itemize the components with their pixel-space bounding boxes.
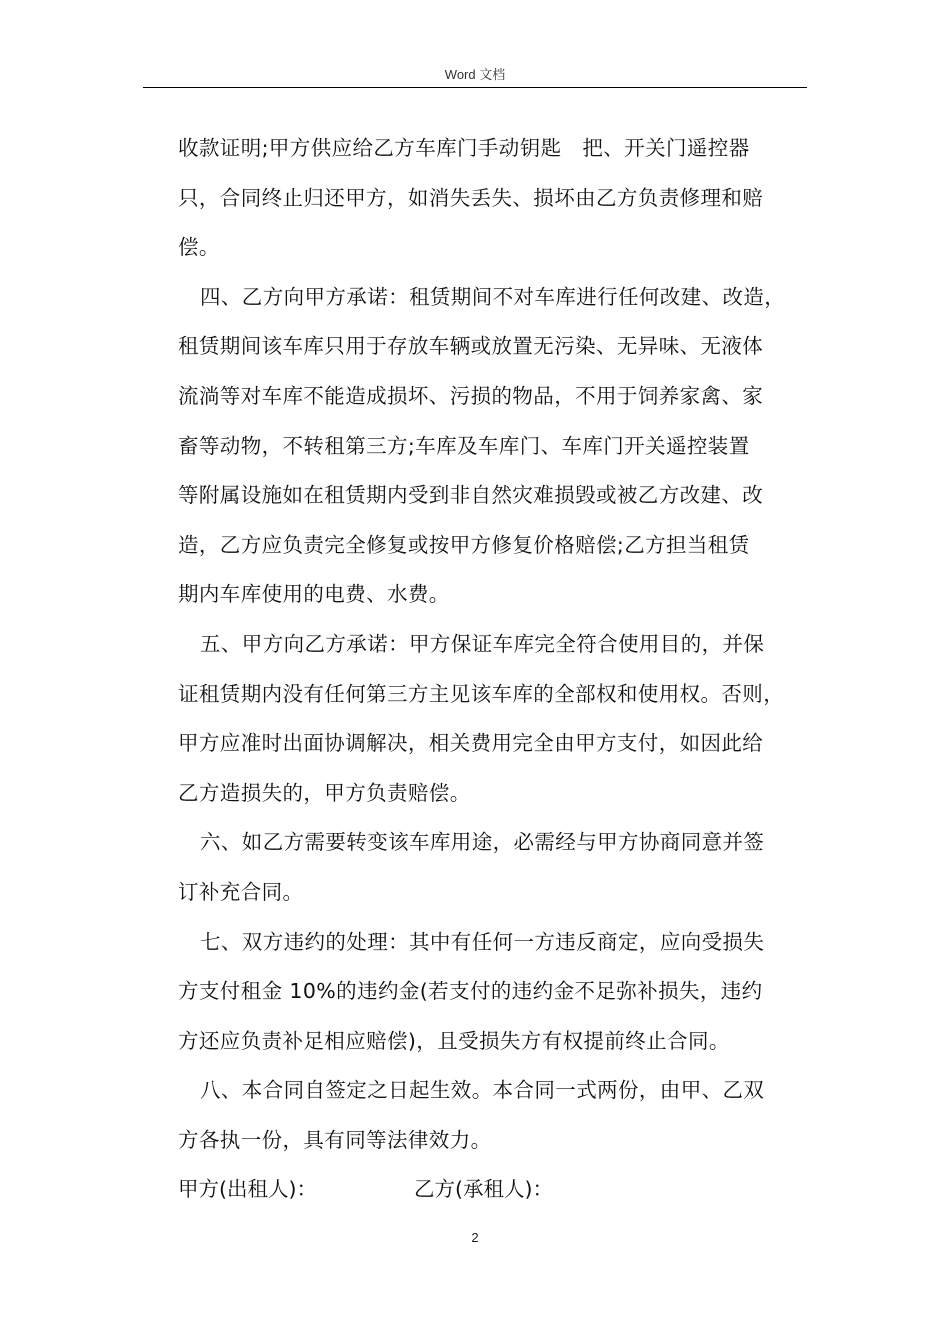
body-line: 畜等动物，不转租第三方;车库及车库门、车库门开关遥控装置	[178, 433, 750, 458]
clause-4-start: 四、乙方向甲方承诺：租赁期间不对车库进行任何改建、改造，	[200, 284, 786, 309]
body-line: 方各执一份，具有同等法律效力。	[178, 1127, 492, 1152]
body-line: 租赁期间该车库只用于存放车辆或放置无污染、无异味、无液体	[178, 334, 764, 359]
body-line: 期内车库使用的电费、水费。	[178, 582, 450, 607]
body-line: 方还应负责补足相应赔偿)，且受损失方有权提前终止合同。	[178, 1028, 730, 1053]
party-b-signature-label: 乙方(承租人)：	[414, 1177, 553, 1202]
clause-6-start: 六、如乙方需要转变该车库用途，必需经与甲方协商同意并签	[200, 830, 765, 855]
party-a-signature-label: 甲方(出租人)：	[178, 1177, 317, 1202]
clause-8-start: 八、本合同自签定之日起生效。本合同一式两份，由甲、乙双	[200, 1078, 765, 1103]
body-line: 等附属设施如在租赁期内受到非自然灾难损毁或被乙方改建、改	[178, 483, 764, 508]
body-line: 乙方造损失的，甲方负责赔偿。	[178, 780, 471, 805]
body-line: 证租赁期内没有任何第三方主见该车库的全部权和使用权。否则，	[178, 681, 785, 706]
body-line: 收款证明;甲方供应给乙方车库门手动钥匙 把、开关门遥控器	[178, 136, 750, 160]
body-line: 甲方应准时出面协调解决，相关费用完全由甲方支付，如因此给	[178, 731, 764, 756]
body-line: 订补充合同。	[178, 879, 304, 904]
body-line: 只，合同终止归还甲方，如消失丢失、损坏由乙方负责修理和赔	[178, 185, 764, 210]
clause-5-start: 五、甲方向乙方承诺：甲方保证车库完全符合使用目的，并保	[200, 631, 765, 656]
body-line: 造，乙方应负责完全修复或按甲方修复价格赔偿;乙方担当租赁	[178, 532, 750, 557]
clause-7-start: 七、双方违约的处理：其中有任何一方违反商定，应向受损失	[200, 929, 765, 954]
document-body	[178, 124, 818, 1215]
page-header-title: Word 文档	[444, 67, 506, 82]
body-line: 方支付租金 10%的违约金(若支付的违约金不足弥补损失，违约	[178, 979, 763, 1004]
body-line: 偿。	[178, 235, 220, 260]
header-divider	[143, 87, 807, 88]
body-line: 流淌等对车库不能造成损坏、污损的物品，不用于饲养家禽、家	[178, 383, 764, 408]
page-number: 2	[471, 1230, 479, 1245]
signature-block	[178, 1165, 818, 1215]
